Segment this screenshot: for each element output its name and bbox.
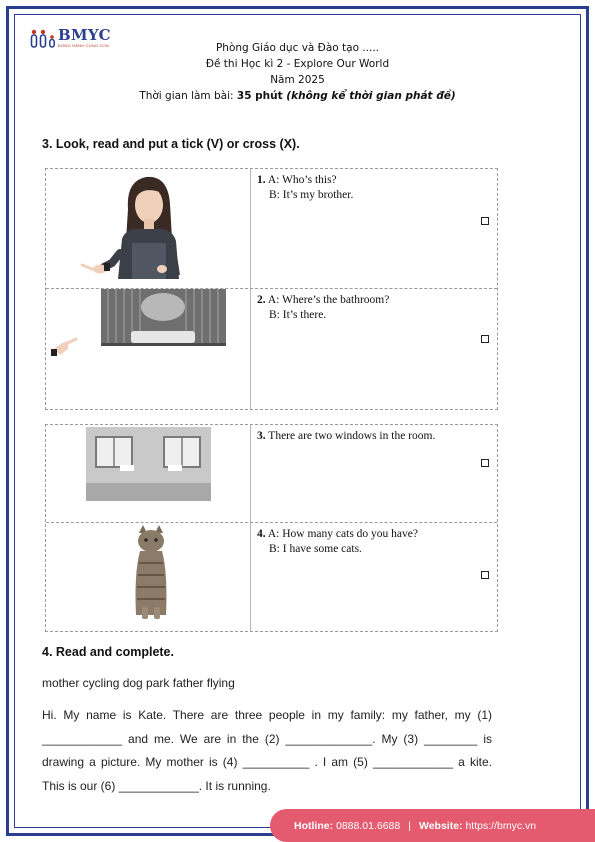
- header-year: Năm 2025: [270, 74, 325, 86]
- time-label: Thời gian làm bài:: [139, 90, 237, 102]
- exercise-row-1: [46, 169, 497, 289]
- tick-checkbox-2[interactable]: [481, 335, 489, 343]
- footer-separator: |: [408, 819, 411, 832]
- hotline-number[interactable]: 0888.01.6688: [336, 819, 401, 832]
- section4-title: 4. Read and complete.: [42, 645, 174, 659]
- header-time: [0, 88, 595, 104]
- item-line1-2: A: Where’s the bathroom?: [267, 294, 390, 306]
- item-number-1: 1.: [257, 174, 266, 186]
- exercise-text-1: [251, 169, 497, 288]
- exercise-row-3: [46, 425, 497, 523]
- brand-tagline: ĐỒNG HÀNH CÙNG CON: [58, 43, 109, 48]
- item-line1-1: A: Who’s this?: [267, 174, 337, 186]
- header-exam-title: Đề thi Học kì 2 - Explore Our World: [205, 58, 390, 70]
- bathroom-illustration: [46, 289, 251, 409]
- contact-footer: [270, 809, 595, 842]
- tick-checkbox-1[interactable]: [481, 217, 489, 225]
- exercise-row-2: [46, 289, 497, 409]
- hotline-label: Hotline:: [294, 819, 334, 832]
- exercise-picture-3: [46, 425, 251, 522]
- time-value: 35 phút: [236, 90, 283, 102]
- word-bank: mother cycling dog park father flying: [42, 676, 235, 690]
- item-number-2: 2.: [257, 294, 266, 306]
- item-number-3: 3.: [257, 430, 266, 442]
- item-line1-3: There are two windows in the room.: [268, 430, 436, 442]
- item-number-4: 4.: [257, 528, 266, 540]
- website-label: Website:: [418, 819, 463, 832]
- tick-checkbox-3[interactable]: [481, 459, 489, 467]
- exercise-picture-4: [46, 523, 251, 631]
- exercise-text-2: [251, 289, 497, 409]
- exercise-table-2: [45, 424, 498, 632]
- exercise-picture-2: [46, 289, 251, 409]
- two-windows-illustration: [46, 425, 251, 523]
- header-department: Phòng Giáo dục và Đào tạo .....: [215, 42, 380, 54]
- exercise-picture-1: [46, 169, 251, 288]
- item-line2-2: B: It’s there.: [269, 309, 327, 321]
- brand-name: BMYC: [58, 26, 111, 44]
- exercise-text-3: [251, 425, 497, 522]
- tick-checkbox-4[interactable]: [481, 571, 489, 579]
- item-line2-1: B: It’s my brother.: [269, 189, 354, 201]
- fill-in-passage: Hi. My name is Kate. There are three people in my family: my father, my (1) ____________ and me. We are in the (2) _____________. My (3) ________ is drawing a picture. My mother is (4) __________ . I am (5) ____________ a kite. This is our (6) ____________. It is running.: [42, 708, 492, 793]
- time-note: (không kể thời gian phát đề): [282, 90, 456, 102]
- exercise-table-1: [45, 168, 498, 410]
- section3-title: 3. Look, read and put a tick (V) or cross (X).: [42, 137, 300, 151]
- exercise-text-4: [251, 523, 497, 631]
- woman-pointing-illustration: [46, 169, 251, 289]
- cat-illustration: [46, 523, 251, 631]
- website-link[interactable]: https://bmyc.vn: [465, 819, 537, 832]
- item-line1-4: A: How many cats do you have?: [267, 528, 418, 540]
- item-line2-4: B: I have some cats.: [269, 543, 362, 555]
- exam-header: [0, 40, 595, 104]
- exercise-row-4: [46, 523, 497, 631]
